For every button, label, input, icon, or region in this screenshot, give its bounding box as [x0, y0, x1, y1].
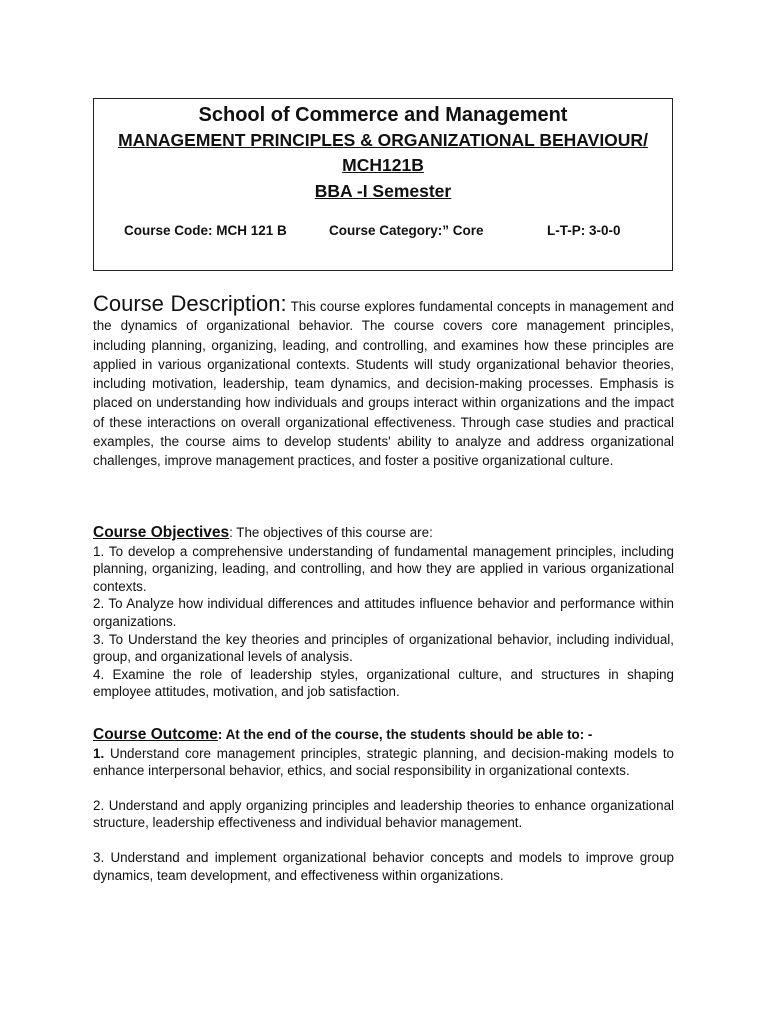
course-code: Course Code: MCH 121 B [124, 223, 287, 238]
outcome-item-number: 2. [93, 797, 105, 813]
outcome-heading: Course Outcome [93, 726, 218, 743]
objective-item: 2. To Analyze how individual differences and attitudes influence behavior and performance within organizations. [93, 596, 674, 629]
description-text: This course explores fundamental concepts in management and the dynamics of organizational behavior. The course covers core management principles, including planning, organizing, leading, and controlling, and examines how these principles are applied in various organizational contexts. Students will study organizational behavior theories, including motivation, leadership, team dynamics, and decision-making processes. Emphasis is placed on understanding how individuals and groups interact within organizations and the impact of these interactions on overall organizational effectiveness. Through case studies and practical examples, the course aims to develop students' ability to analyze and address organizational challenges, improve management practices, and foster a positive organizational culture. [93, 299, 675, 469]
ltp-value: L-T-P: 3-0-0 [547, 223, 621, 238]
outcome-heading-line [93, 726, 674, 744]
description-heading: Course Description: [93, 291, 287, 316]
subject-title-line2: MCH121B [342, 155, 424, 175]
outcome-item [93, 797, 674, 832]
course-header-box [93, 98, 673, 271]
school-name: School of Commerce and Management [198, 104, 568, 126]
objective-item: 3. To Understand the key theories and principles of organizational behavior, including individual, group, and organizational levels of analysis. [93, 631, 674, 665]
outcome-item [93, 745, 674, 780]
objectives-heading: Course Objectives [93, 524, 230, 541]
course-category: Course Category:” Core [329, 223, 484, 238]
outcome-item-text: Understand and implement organizational behavior concepts and models to improve group dynamics, team development, and effectiveness within organizations. [93, 849, 674, 883]
objective-item: 1. To develop a comprehensive understanding of fundamental management principles, including planning, organizing, leading, and controlling, and how they are applied in various organizational contexts. [93, 543, 674, 594]
course-outcome [93, 726, 674, 884]
semester-label: BBA -I Semester [314, 181, 452, 201]
outcome-item-text: Understand and apply organizing principles and leadership theories to enhance organizational structure, leadership effectiveness and individual behavior management. [93, 797, 674, 831]
outcome-intro: : At the end of the course, the students should be able to: - [217, 727, 593, 742]
course-objectives [93, 524, 674, 701]
outcome-item-number: 1. [93, 745, 105, 761]
outcome-item-number: 3. [93, 849, 105, 865]
objectives-intro: : The objectives of this course are: [229, 525, 433, 540]
outcome-item [93, 849, 674, 884]
course-description [93, 291, 675, 471]
outcome-item-text: Understand core management principles, strategic planning, and decision-making models to enhance interpersonal behavior, ethics, and social responsibility in organizational contexts. [93, 745, 674, 779]
objective-item: 4. Examine the role of leadership styles, organizational culture, and structures in shaping employee attitudes, motivation, and job satisfaction. [93, 666, 674, 700]
objectives-heading-line [93, 524, 674, 542]
subject-title-line1: MANAGEMENT PRINCIPLES & ORGANIZATIONAL BEHAVIOUR/ [118, 130, 648, 150]
